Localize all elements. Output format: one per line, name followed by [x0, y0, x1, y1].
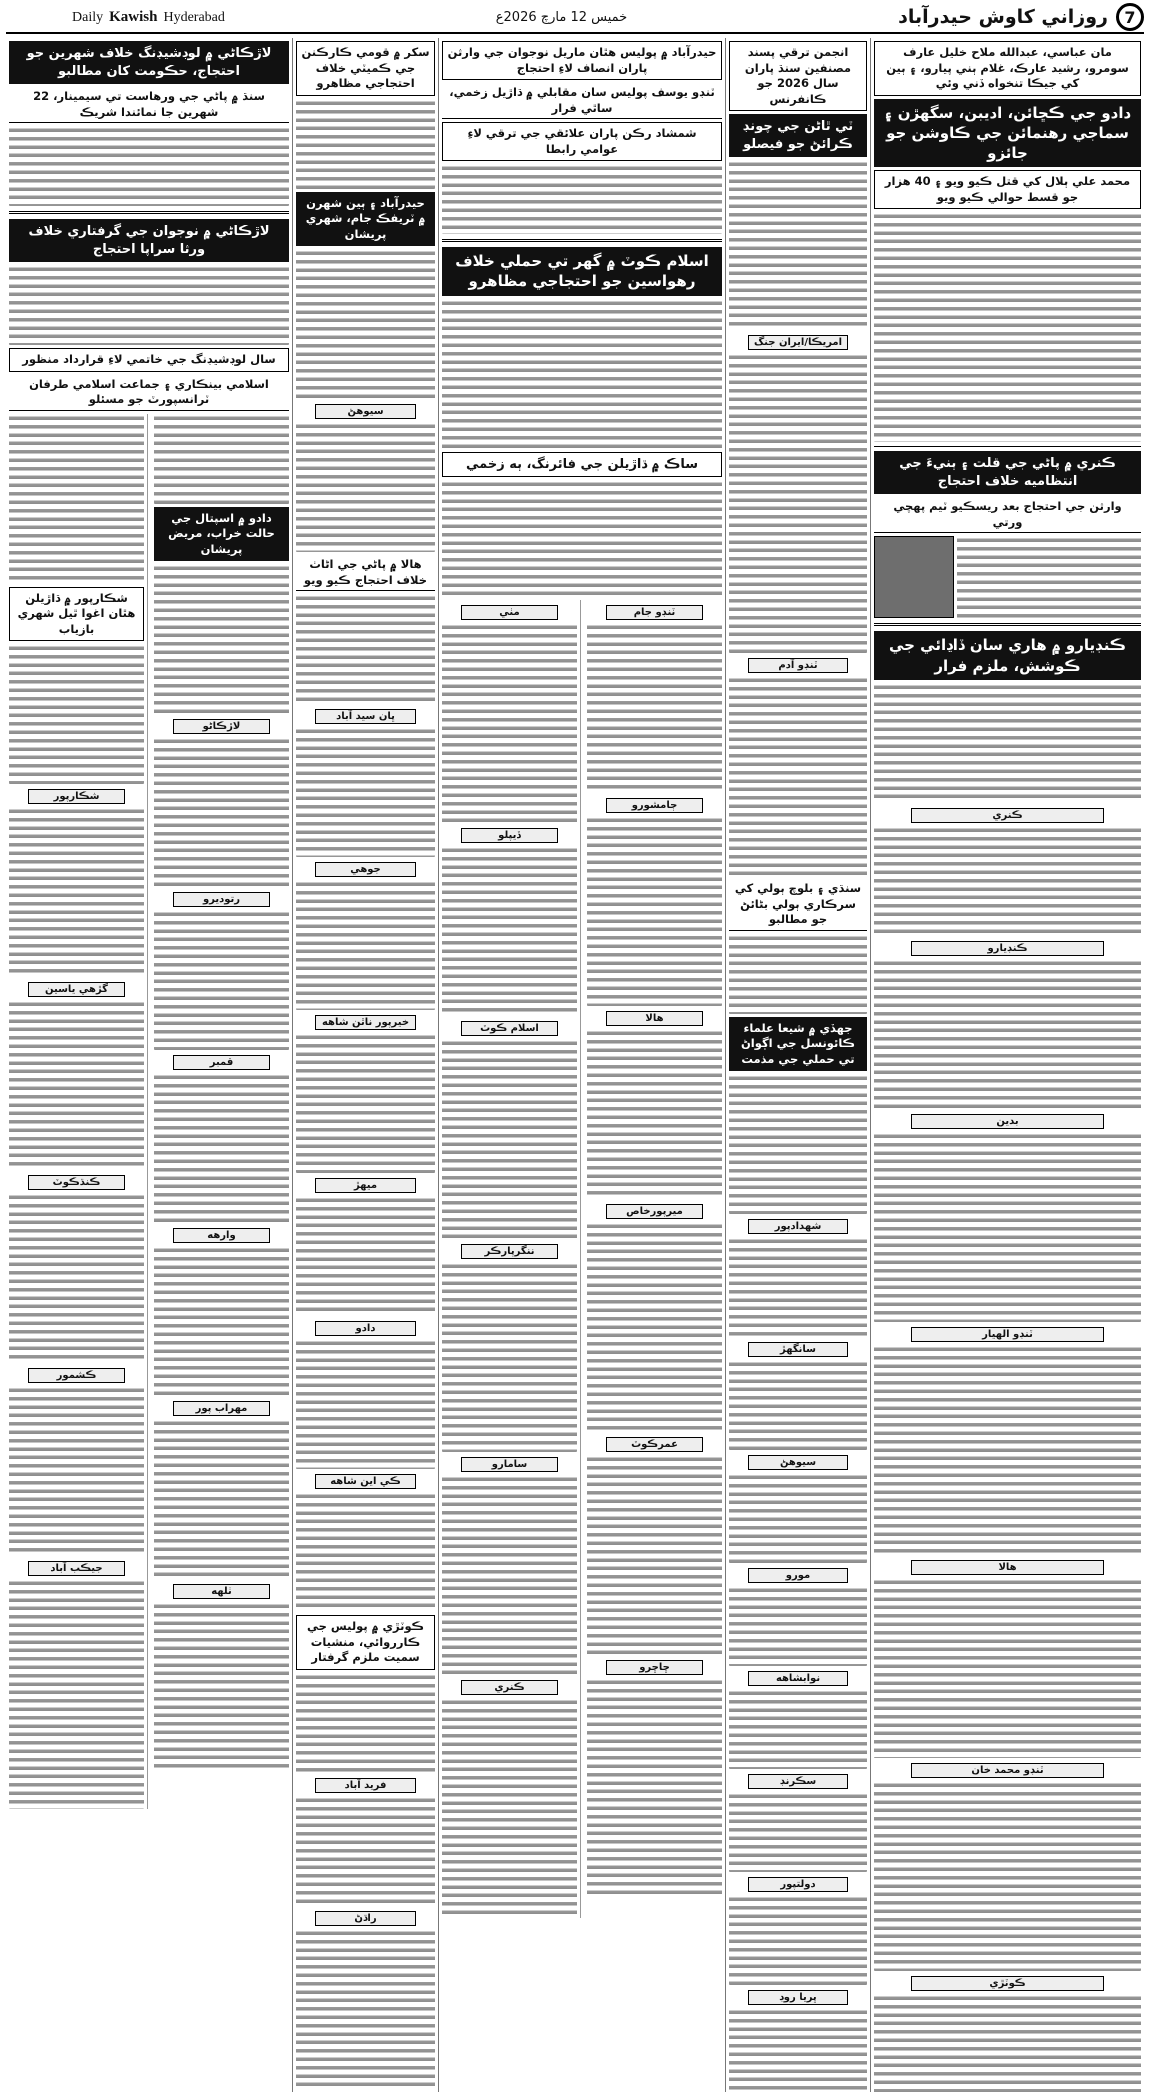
article-body — [874, 1781, 1141, 1971]
dateline-tag: ڪشمور — [28, 1368, 125, 1383]
article-body — [9, 126, 289, 206]
dateline-tag: گڙهي ياسين — [28, 982, 125, 997]
article-body — [9, 1000, 144, 1170]
column-3 — [438, 38, 725, 2092]
article-body — [587, 1222, 722, 1432]
divider — [874, 623, 1141, 626]
newspaper-title: روزاني كاوش حيدرآباد — [898, 6, 1108, 28]
headline-4-3: هالا ۾ پاڻي جي اڻاٺ خلاف احتجاج ڪيو ويو — [296, 555, 435, 591]
article-body — [296, 99, 435, 189]
article-body — [154, 1246, 289, 1396]
sub-column-right — [587, 600, 722, 1918]
masthead — [6, 2, 1144, 34]
article-body — [874, 1994, 1141, 2092]
dateline-tag: جوهي — [315, 862, 415, 877]
article-body — [874, 1345, 1141, 1555]
headline-1-5: وارثن جي احتجاج بعد ريسڪيو ٽيم پهچي ورتي — [874, 497, 1141, 533]
dateline-tag: شهدادپور — [748, 1219, 847, 1234]
headline-3-2: ٽنڊو يوسف پوليس سان مقابلي ۾ ڌاڙيل زخمي، ساٿي فرار — [442, 83, 722, 119]
article-body — [296, 249, 435, 399]
dateline-tag: دولتپور — [748, 1877, 847, 1892]
headline-1-1: مان عباسي، عبدالله ملاح خليل عارف سومرو، رشيد عارڪ، غلام ٻني پيارو، ۽ ٻين کي جيڪا تنخواه ڏني وئي — [874, 41, 1141, 96]
dateline-tag: فريد آباد — [315, 1778, 415, 1793]
article-body — [874, 212, 1141, 442]
article-body — [154, 1419, 289, 1579]
article-body — [587, 1455, 722, 1655]
dateline-tag: سيوهڻ — [748, 1455, 847, 1470]
article-body — [874, 1132, 1141, 1322]
dateline-tag: ٽنڊو جام — [606, 605, 703, 620]
article-body — [442, 1262, 577, 1452]
dateline-tag: ڇاڇرو — [606, 1660, 703, 1675]
article-body — [296, 1492, 435, 1612]
headline-3-5: ساڪ ۾ ڌاڙيلن جي فائرنگ، ٻه زخمي — [442, 452, 722, 478]
column-2 — [725, 38, 870, 2092]
article-body — [874, 683, 1141, 803]
article-body — [729, 160, 867, 330]
article-body — [154, 910, 289, 1050]
dateline-tag: مورو — [748, 1568, 847, 1583]
issue-date: خميس 12 مارچ 2026ع — [495, 9, 628, 25]
sub-column-left — [442, 600, 581, 1918]
article-body — [957, 536, 1141, 618]
article-body — [729, 1360, 867, 1450]
dateline-tag: ڪوٽڙي — [911, 1976, 1103, 1991]
article-body — [587, 816, 722, 1006]
dateline-tag: بدين — [911, 1114, 1103, 1129]
dateline-tag: نوابشاهه — [748, 1671, 847, 1686]
article-body — [729, 1586, 867, 1666]
dateline-tag: ڪنڌڪوٽ — [28, 1175, 125, 1190]
dateline-tag: سيوهڻ — [315, 404, 415, 419]
dateline-tag: ڏيپلو — [461, 828, 558, 843]
article-body — [296, 594, 435, 704]
headline-3-4: اسلام ڪوٽ ۾ گھر تي حملي خلاف رهواسين جو احتجاجي مظاهرو — [442, 247, 722, 296]
headline-5-1: لاڙڪاڻي ۾ لوڊشيڊنگ خلاف شهرين جو احتجاج، حڪومت کان مطالبو — [9, 41, 289, 84]
page-number-badge: 7 — [1116, 3, 1144, 31]
dateline-tag: قمبر — [173, 1055, 270, 1070]
article-with-photo — [874, 536, 1141, 618]
article-body — [587, 1029, 722, 1199]
headline-1-2: دادو جي ڪڇائن، اديبن، سگھڙن ۽ سماجي رهنمائن جي ڪاوشن جو جائزو — [874, 99, 1141, 168]
dateline-tag: ٺلهه — [173, 1584, 270, 1599]
dateline-tag: سامارو — [461, 1457, 558, 1472]
headline-4-2: حيدرآباد ۽ ٻين شهرن ۾ ٽريفڪ جام، شهري پريشان — [296, 192, 435, 247]
article-body — [9, 807, 144, 977]
article-body — [296, 1929, 435, 2089]
dateline-tag: شڪارپور — [28, 789, 125, 804]
article-body — [154, 1073, 289, 1223]
dateline-tag: ڪي اين شاهه — [315, 1474, 415, 1489]
dateline-tag: ڪنري — [461, 1680, 558, 1695]
article-body — [442, 164, 722, 234]
dateline-tag: ميهڙ — [315, 1178, 415, 1193]
headline-2-4: جهڏي ۾ شيعا علماء ڪائونسل جي اڳواڻ تي حملي جي مذمت — [729, 1017, 867, 1072]
article-body — [442, 623, 577, 823]
divider — [874, 446, 1141, 447]
headline-2-1: انجمن ترقي پسند مصنفين سنڌ پاران سال 2026 جو ڪانفرنس — [729, 41, 867, 111]
headline-4-4: ڪوٽڙي ۾ پوليس جي ڪارروائي، منشيات سميت ملزم گرفتار — [296, 1615, 435, 1670]
article-body — [154, 564, 289, 714]
dateline-tag: ٽنڊو الهيار — [911, 1327, 1103, 1342]
headline-1-6: ڪنڊيارو ۾ هاري سان ڏاڍائي جي ڪوشش، ملزم فرار — [874, 631, 1141, 680]
dateline-tag: مٺي — [461, 605, 558, 620]
sub-columns — [9, 414, 289, 1810]
article-body — [296, 880, 435, 1010]
masthead-brand — [6, 9, 225, 26]
article-body — [729, 1237, 867, 1337]
article-body — [729, 353, 867, 653]
dateline-tag: دادو — [315, 1321, 415, 1336]
column-5 — [6, 38, 292, 2092]
dateline-tag: ٽنڊو آدم — [748, 658, 847, 673]
sub-column-left — [9, 414, 148, 1810]
article-body — [442, 480, 722, 600]
dateline-tag: جيڪب آباد — [28, 1561, 125, 1576]
article-body — [296, 1796, 435, 1906]
page-columns — [6, 38, 1144, 2092]
news-photo — [874, 536, 954, 618]
article-body — [729, 1689, 867, 1769]
article-body — [442, 1039, 577, 1239]
article-body — [154, 1602, 289, 1772]
dateline-tag: سڪرنڊ — [748, 1774, 847, 1789]
dateline-tag: ڀان سيد آباد — [315, 709, 415, 724]
article-body — [296, 422, 435, 552]
dateline-tag: رتوديرو — [173, 892, 270, 907]
headline-5-6: دادو ۾ اسپتال جي حالت خراب، مريض پريشان — [154, 507, 289, 562]
article-body — [729, 1473, 867, 1563]
headline-2-2: ٽي ٿاڻن جي چونڊ ڪرائڻ جو فيصلو — [729, 114, 867, 157]
dateline-tag: هالا — [606, 1011, 703, 1026]
article-body — [296, 1196, 435, 1316]
article-body — [442, 1475, 577, 1675]
article-body — [9, 644, 144, 784]
article-body — [729, 934, 867, 1014]
article-body — [874, 826, 1141, 936]
masthead-title-group — [898, 3, 1144, 31]
divider — [442, 239, 722, 242]
article-body — [296, 1339, 435, 1469]
article-body — [729, 1895, 867, 1985]
brand-name: Kawish — [109, 8, 158, 25]
sub-columns — [442, 600, 722, 1918]
dateline-tag: مهراب پور — [173, 1401, 270, 1416]
divider — [9, 211, 289, 214]
sub-column-right — [154, 414, 289, 1810]
article-body — [442, 846, 577, 1016]
headline-5-7: شڪارپور ۾ ڌاڙيلن هٿان اغوا ٿيل شهري بازياب — [9, 587, 144, 642]
column-4 — [292, 38, 438, 2092]
article-body — [296, 1673, 435, 1773]
headline-5-2: سنڌ ۾ پاڻي جي ورهاست تي سيمينار، 22 شهرين جا نمائندا شريڪ — [9, 87, 289, 123]
dateline-tag: وارهه — [173, 1228, 270, 1243]
article-body — [874, 1578, 1141, 1758]
dateline-tag: راڌڻ — [315, 1911, 415, 1926]
dateline-tag: عمرڪوٽ — [606, 1437, 703, 1452]
dateline-tag: خيرپور ناٿن شاهه — [315, 1015, 415, 1030]
headline-5-3: لاڙڪاڻي ۾ نوجوان جي گرفتاري خلاف ورثا سراپا احتجاج — [9, 219, 289, 262]
dateline-tag: ٽنڊو محمد خان — [911, 1763, 1103, 1778]
article-body — [587, 1678, 722, 1898]
article-body — [9, 1386, 144, 1556]
dateline-tag: امريڪا/ايران جنگ — [748, 335, 847, 350]
dateline-tag: ڀريا روڊ — [748, 1990, 847, 2005]
article-body — [154, 737, 289, 887]
article-body — [442, 1698, 577, 1918]
article-body — [729, 2008, 867, 2092]
headline-3-1: حيدرآباد ۾ پوليس هٿان ماريل نوجوان جي وارثن پاران انصاف لاءِ احتجاج — [442, 41, 722, 80]
article-body — [9, 265, 289, 345]
headline-5-4: سال لوڊشيڊنگ جي خاتمي لاءِ قرارداد منظور — [9, 348, 289, 372]
dateline-tag: ڄامشورو — [606, 798, 703, 813]
dateline-tag: ننگرپارڪر — [461, 1244, 558, 1259]
article-body — [9, 1579, 144, 1809]
dateline-tag: ميرپورخاص — [606, 1204, 703, 1219]
article-body — [729, 1074, 867, 1214]
article-body — [154, 414, 289, 504]
brand-prefix: Daily — [72, 9, 104, 25]
article-body — [9, 414, 144, 584]
article-body — [874, 959, 1141, 1109]
article-body — [729, 676, 867, 876]
dateline-tag: هالا — [911, 1560, 1103, 1575]
dateline-tag: لاڙڪاڻو — [173, 719, 270, 734]
headline-4-1: سکر ۾ قومي ڪارڪنن جي ڪميٽي خلاف احتجاجي مظاهرو — [296, 41, 435, 96]
brand-city: Hyderabad — [163, 9, 225, 25]
headline-5-5: اسلامي بينڪاري ۽ جماعت اسلامي طرفان ٽرانسپورٽ جو مسئلو — [9, 375, 289, 411]
dateline-tag: ڪنري — [911, 808, 1103, 823]
article-body — [296, 1033, 435, 1173]
article-body — [442, 299, 722, 449]
headline-1-4: ڪنري ۾ پاڻي جي قلت ۽ ٻنيءَ جي انتظاميه خلاف احتجاج — [874, 451, 1141, 494]
article-body — [587, 623, 722, 793]
dateline-tag: ڪنڊيارو — [911, 941, 1103, 956]
article-body — [729, 1792, 867, 1872]
dateline-tag: اسلام ڪوٽ — [461, 1021, 558, 1036]
dateline-tag: سانگهڙ — [748, 1342, 847, 1357]
article-body — [9, 1193, 144, 1363]
headline-2-3: سنڌي ۽ بلوچ ٻولي کي سرڪاري ٻولي بڻائڻ جو مطالبو — [729, 879, 867, 931]
headline-3-3: شمشاد رڪن پاران علائقي جي ترقي لاءِ عوامي رابطا — [442, 122, 722, 161]
column-1 — [870, 38, 1144, 2092]
headline-1-3: محمد علي ٻلال کي قتل ڪيو ويو ۽ 40 هزار جو قسط حوالي ڪيو ويو — [874, 170, 1141, 209]
article-body — [296, 727, 435, 857]
